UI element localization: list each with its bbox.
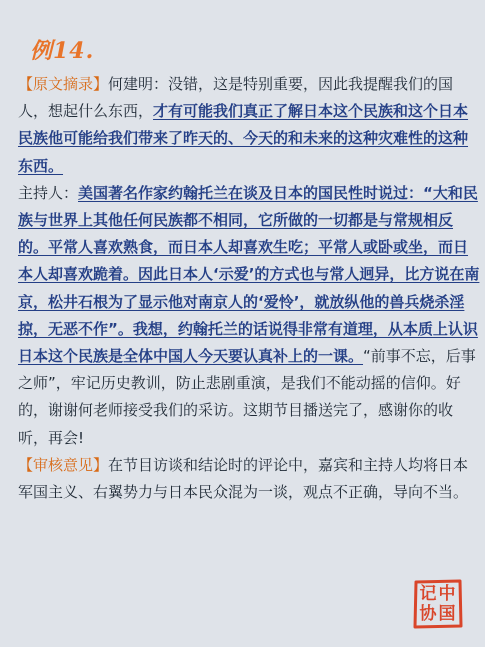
- host-closing-text: “前事不忘，后事之师”，牢记历史教训，防止悲剧重演，是我们不能动摇的信仰。好的，谢谢何老师接受我们的采访。这期节目播送完了，感谢你的收听，再会!: [18, 347, 476, 447]
- svg-text:中: 中: [438, 584, 456, 604]
- review-paragraph: [18, 452, 480, 506]
- host-quote-emphasized: 美国著名作家约翰托兰在谈及日本的国民性时说过：“大和民族与世界上其他任何民族都不相同，它所做的一切都是与常规相反的。平常人喜欢熟食，而日本人却喜欢生吃；平常人或卧或坐，而日本人却喜欢跪着。因此日本人‘示爱’的方式也与常人迥异，比方说在南京，松井石根为了显示他对南京人的‘爱怜’，就放纵他的兽兵烧杀淫掠，无恶不作”。我想，约翰托兰的话说得非常有道理，从本质上认识日本这个民族是全体中国人今天要认真补上的一课。: [18, 183, 480, 366]
- review-text: 在节目访谈和结论时的评论中，嘉宾和主持人均将日本军国主义、右翼势力与日本民众混为一谈，观点不正确，导向不当。: [18, 455, 469, 502]
- svg-text:记: 记: [419, 584, 437, 604]
- host-paragraph: [18, 180, 480, 452]
- original-excerpt-paragraph: [18, 71, 480, 180]
- journalists-association-seal: [410, 576, 466, 632]
- example-title: 例14.: [30, 38, 95, 64]
- original-text-plain: 何建明：没错，这是特别重要，因此我提醒我们的国人，想起什么东西，: [18, 75, 454, 121]
- original-text-emphasized: 才有可能我们真正了解日本这个民族和这个日本民族他可能给我们带来了昨天的、今天的和未来的这种灾难性的这种东西。: [18, 102, 469, 175]
- review-tag: 【审核意见】: [18, 455, 109, 474]
- svg-text:协: 协: [419, 604, 437, 624]
- svg-text:国: 国: [438, 604, 456, 624]
- document-body: [18, 71, 480, 506]
- original-excerpt-tag: 【原文摘录】: [18, 75, 109, 93]
- host-label: 主持人：: [18, 183, 79, 202]
